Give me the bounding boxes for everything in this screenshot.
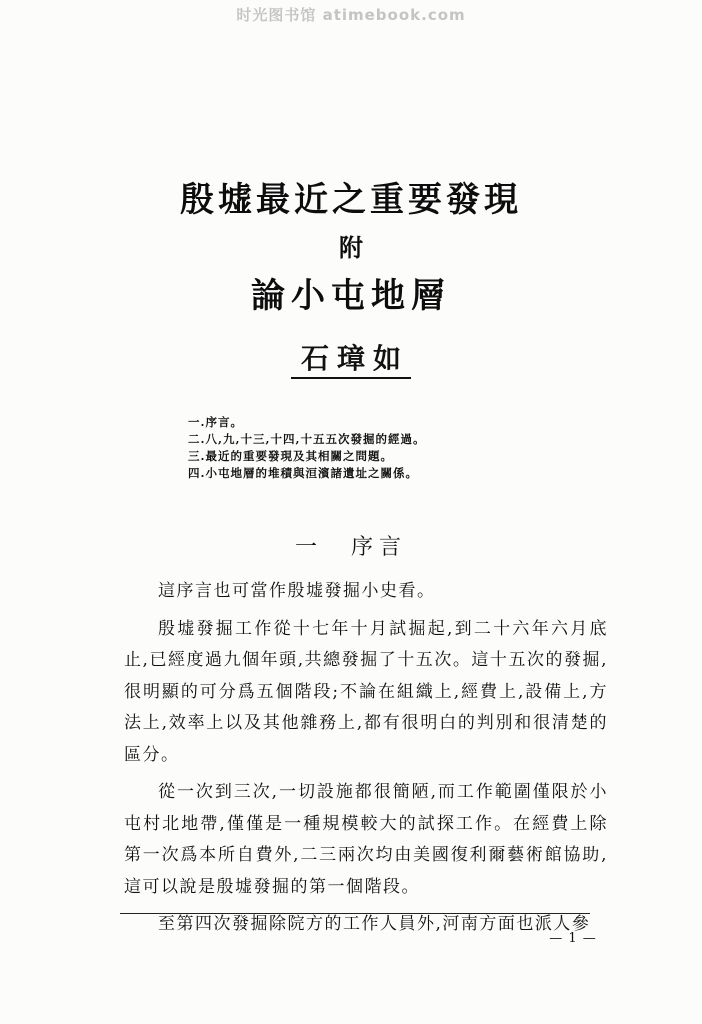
paragraph: 這序言也可當作殷墟發掘小史看。: [158, 581, 436, 601]
paragraph: 至第四次發掘除院方的工作人員外,河南方面也派人參: [158, 914, 591, 934]
section-heading: 一 序言: [294, 535, 407, 560]
toc-item: 四.小屯地層的堆積與洹濱諸遺址之關係。: [188, 466, 419, 480]
page-number: — 1 —: [549, 931, 597, 946]
toc-item: 二.八,九,十三,十四,十五五次發掘的經過。: [188, 432, 426, 446]
toc-item: 一.序言。: [188, 415, 244, 429]
watermark-text: 时光图书馆 atimebook.com: [236, 6, 466, 24]
table-of-contents: [188, 414, 518, 482]
author-block: [0, 337, 702, 377]
paragraph: 從一次到三次,一切設施都很簡陋,而工作範圍僅限於小屯村北地帶,僅僅是一種規模較大的試探工作。在經費上除第一次爲本所自費外,二三兩次均由美國復利爾藝術館協助,這可以說是殷墟發掘的第一個階段。: [124, 782, 608, 897]
toc-item: 三.最近的重要發現及其相關之問題。: [188, 449, 394, 463]
title-connector: 附: [339, 233, 363, 262]
author-name: 石璋如: [291, 342, 411, 379]
body-text: [124, 576, 608, 947]
page-subtitle: 論小屯地層: [251, 276, 451, 316]
paragraph: 殷墟發掘工作從十七年十月試掘起,到二十六年六月底止,已經度過九個年頭,共總發掘了十五次。這十五次的發掘,很明顯的可分爲五個階段;不論在組織上,經費上,設備上,方法上,效率上以及其他雜務上,都有很明白的判別和很清楚的區分。: [124, 618, 608, 765]
footer-rule: [120, 913, 590, 914]
page-title: 殷墟最近之重要發現: [180, 180, 522, 220]
